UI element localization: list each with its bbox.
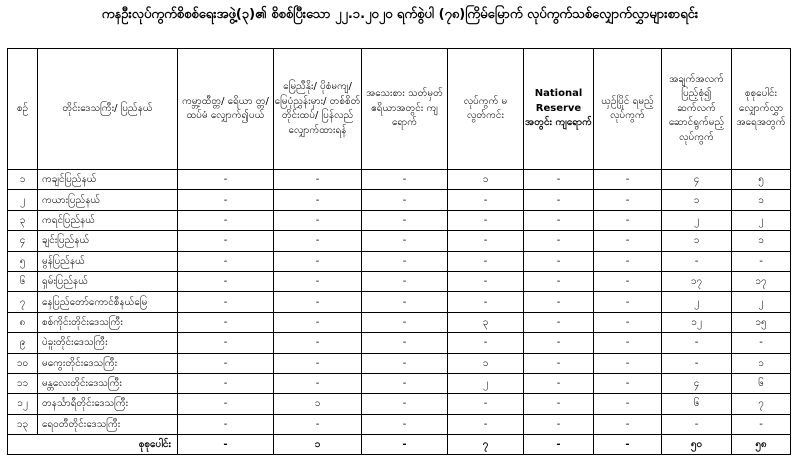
row-cell-c3: - [362,373,448,393]
row-cell-c5: - [524,394,594,414]
row-number: ၁ [8,170,38,190]
row-cell-c8: ၁ [732,190,791,210]
table-row [8,353,791,373]
row-region: နေပြည်တော်ကောင်စီနယ်မြေ [38,292,178,312]
row-cell-c6: - [594,333,662,353]
row-cell-c6: - [594,210,662,230]
row-cell-c8: - [732,251,791,271]
table-row [8,170,791,190]
row-cell-c3: - [362,271,448,291]
table-row [8,271,791,291]
row-cell-c3: - [362,312,448,332]
table-row [8,333,791,353]
total-cell-c7: ၅၀ [662,435,732,455]
row-cell-c5: - [524,271,594,291]
header-col-7: အချက်အလက် ပြည့်စုံ၍ ဆက်လက် ဆောင်ရွက်မည့် လုပ်ကွက် [662,49,732,170]
table-row [8,414,791,434]
total-row [8,435,791,455]
table-row [8,231,791,251]
row-cell-c5: - [524,210,594,230]
row-cell-c1: - [178,231,274,251]
row-cell-c4: ၃ [448,312,524,332]
row-cell-c6: - [594,231,662,251]
row-cell-c6: - [594,190,662,210]
row-cell-c2: - [274,333,362,353]
row-number: ၁၂ [8,394,38,414]
row-cell-c8: - [732,333,791,353]
total-cell-c4: ၇ [448,435,524,455]
row-cell-c1: - [178,333,274,353]
row-number: ၂ [8,190,38,210]
row-cell-c8: ၆ [732,373,791,393]
row-cell-c2: - [274,373,362,393]
row-number: ၈ [8,312,38,332]
total-cell-c8: ၅၈ [732,435,791,455]
row-cell-c4: - [448,231,524,251]
row-cell-c2: - [274,170,362,190]
row-cell-c3: - [362,292,448,312]
row-region: တနင်္သာရီတိုင်းဒေသကြီး [38,394,178,414]
row-cell-c6: - [594,271,662,291]
row-cell-c4: ၁ [448,353,524,373]
row-cell-c7: - [662,251,732,271]
table-row [8,190,791,210]
table-row [8,210,791,230]
row-cell-c7: - [662,414,732,434]
total-cell-c5: - [524,435,594,455]
document-title: ကနဦးလုပ်ကွက်စိစစ်ရေးအဖွဲ့(၃)၏ စိစစ်ပြီးသော ၂၂.၁.၂၀၂၀ ရက်စွဲပါ (၇၈)ကြိမ်မြောက် လုပ်ကွက်သစ်လျှောက်လွှာများစာရင်း [101,7,699,22]
row-cell-c6: - [594,414,662,434]
row-cell-c5: - [524,373,594,393]
row-cell-c4: - [448,271,524,291]
total-cell-c3: - [362,435,448,455]
row-cell-c5: - [524,312,594,332]
row-cell-c5: - [524,231,594,251]
row-cell-c1: - [178,312,274,332]
row-cell-c4: - [448,190,524,210]
row-region: ကချင်ပြည်နယ် [38,170,178,190]
row-cell-c4: - [448,394,524,414]
row-cell-c1: - [178,170,274,190]
row-cell-c1: - [178,271,274,291]
row-cell-c2: - [274,231,362,251]
total-label: စုစုပေါင်း [8,435,178,455]
header-col-4: လုပ်ကွက် မလွတ်ကင်း [448,49,524,170]
row-cell-c5: - [524,190,594,210]
row-cell-c6: - [594,353,662,373]
row-cell-c6: - [594,292,662,312]
row-number: ၇ [8,292,38,312]
row-cell-c3: - [362,190,448,210]
row-cell-c2: - [274,414,362,434]
row-number: ၄ [8,231,38,251]
table-body [8,170,791,455]
row-cell-c4: - [448,333,524,353]
table-row [8,292,791,312]
row-cell-c1: - [178,394,274,414]
header-col-1: ကမ္ဘာ့ထီတ္တ/ ရေိယာ တ္တ/ထပ်မံ လျှောက်၍ပယ် [178,49,274,170]
row-cell-c6: - [594,170,662,190]
row-cell-c7: - [662,353,732,373]
row-cell-c8: ၂ [732,292,791,312]
row-number: ၁၃ [8,414,38,434]
row-cell-c2: ၁ [274,394,362,414]
row-cell-c1: - [178,190,274,210]
row-region: ကယားပြည်နယ် [38,190,178,210]
row-region: ပဲခူးတိုင်းဒေသကြီး [38,333,178,353]
row-cell-c5: - [524,414,594,434]
header-col-3: အသေးစား သတ်မှတ် ဧရိယာအတွင်း ကျရောက် [362,49,448,170]
row-cell-c2: - [274,353,362,373]
row-number: ၅ [8,251,38,271]
row-cell-c6: - [594,373,662,393]
header-col-6: ယှဉ်ပြိုင် ရမည့် လုပ်ကွက် [594,49,662,170]
row-number: ၁၁ [8,373,38,393]
row-cell-c3: - [362,251,448,271]
row-cell-c4: ၂ [448,373,524,393]
row-cell-c8: - [732,414,791,434]
row-region: မွန်ပြည်နယ် [38,251,178,271]
row-cell-c7: ၄ [662,170,732,190]
row-cell-c4: - [448,414,524,434]
row-cell-c3: - [362,353,448,373]
row-cell-c8: ၇ [732,394,791,414]
row-cell-c1: - [178,210,274,230]
row-cell-c4: - [448,251,524,271]
header-col-5: National Reserve အတွင်း ကျရောက် [524,49,594,170]
row-cell-c5: - [524,333,594,353]
row-cell-c7: ၁၂ [662,312,732,332]
row-cell-c7: ၂ [662,210,732,230]
row-cell-c5: - [524,170,594,190]
row-cell-c7: ၁ [662,231,732,251]
row-cell-c2: - [274,190,362,210]
row-cell-c6: - [594,312,662,332]
row-number: ၆ [8,271,38,291]
row-region: ကရင်ပြည်နယ် [38,210,178,230]
row-region: မကွေးတိုင်းဒေသကြီး [38,353,178,373]
row-cell-c7: - [662,333,732,353]
row-number: ၉ [8,333,38,353]
row-cell-c7: ၁၇ [662,271,732,291]
row-cell-c4: - [448,292,524,312]
row-cell-c8: ၁ [732,231,791,251]
row-cell-c3: - [362,210,448,230]
row-cell-c6: - [594,394,662,414]
row-cell-c1: - [178,353,274,373]
row-number: ၁၀ [8,353,38,373]
row-cell-c8: ၁၅ [732,312,791,332]
row-cell-c1: - [178,292,274,312]
row-region: ချင်းပြည်နယ် [38,231,178,251]
row-cell-c7: ၁ [662,190,732,210]
row-cell-c8: ၁၇ [732,271,791,291]
total-cell-c6: - [594,435,662,455]
row-cell-c3: - [362,170,448,190]
total-cell-c1: - [178,435,274,455]
header-col-2: မြေညီနိုး/ ပိုစံမကျ/ မြေပုံညွှန်းမှား/ တစ်စိတ်တိုင်းထပ်/ ပြန်လည် လျှောက်ထားရန် [274,49,362,170]
row-cell-c8: ၅ [732,170,791,190]
header-region: တိုင်းဒေသကြီး/ ပြည်နယ် [38,49,178,170]
header-row [8,49,791,170]
header-col-8: စုစုပေါင်း လျှောက်လွှာ အရေအတွက် [732,49,791,170]
row-cell-c3: - [362,333,448,353]
row-cell-c1: - [178,251,274,271]
row-cell-c7: ၂ [662,292,732,312]
row-cell-c2: - [274,251,362,271]
total-cell-c2: ၁ [274,435,362,455]
row-cell-c1: - [178,373,274,393]
row-cell-c3: - [362,231,448,251]
row-cell-c5: - [524,292,594,312]
table-row [8,251,791,271]
row-cell-c8: ၁ [732,353,791,373]
row-cell-c3: - [362,414,448,434]
row-cell-c4: ၁ [448,170,524,190]
row-cell-c2: - [274,210,362,230]
row-cell-c7: ၄ [662,373,732,393]
row-cell-c2: - [274,292,362,312]
row-cell-c3: - [362,394,448,414]
row-cell-c5: - [524,353,594,373]
table-row [8,312,791,332]
table-row [8,373,791,393]
row-cell-c4: - [448,210,524,230]
row-region: မန္တလေးတိုင်းဒေသကြီး [38,373,178,393]
row-region: စစ်ကိုင်းတိုင်းဒေသကြီး [38,312,178,332]
applications-table [7,48,791,455]
row-cell-c2: - [274,312,362,332]
row-region: ရေဝတီတိုင်းဒေသကြီး [38,414,178,434]
table-row [8,394,791,414]
row-cell-c7: ၆ [662,394,732,414]
header-no: စဉ် [8,49,38,170]
row-cell-c2: - [274,271,362,291]
row-cell-c8: ၂ [732,210,791,230]
row-cell-c1: - [178,414,274,434]
row-region: ရှမ်းပြည်နယ် [38,271,178,291]
row-cell-c5: - [524,251,594,271]
row-number: ၃ [8,210,38,230]
row-cell-c6: - [594,251,662,271]
